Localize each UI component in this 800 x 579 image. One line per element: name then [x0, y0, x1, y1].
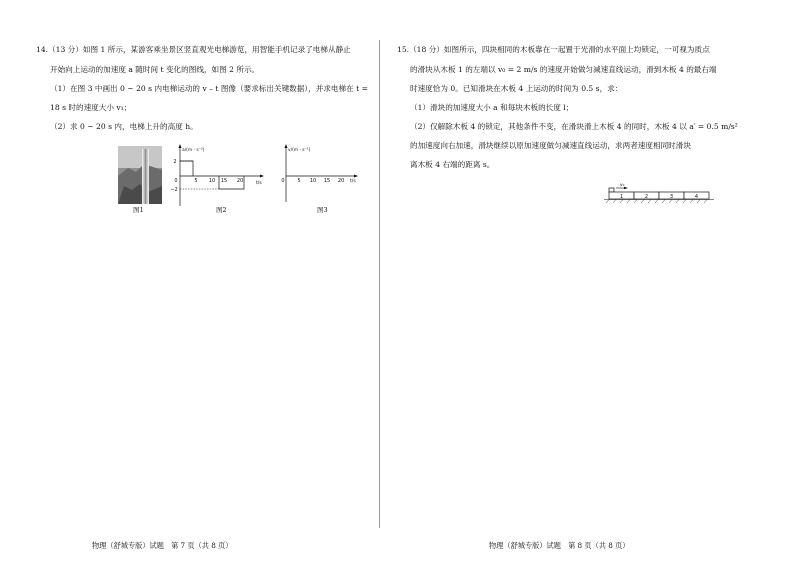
fig2-xlabel: t/s — [256, 181, 262, 186]
q15-part2-line1: （2）仅解除木板 4 的锁定，其他条件不变，在滑块滑上木板 4 的同时，木板 4 以 a′ = 0.5 m/s² — [410, 122, 738, 131]
fig2-ytick-pos: 2 — [173, 159, 177, 165]
fig2-xtick: 15 — [220, 178, 228, 184]
q14-header: 14.（13 分）如图 1 所示，某游客乘坐景区竖直观光电梯游览，用智能手机记录了电梯从静止 — [36, 45, 351, 54]
fig2-xtick: 5 — [194, 178, 198, 184]
footer-left: 物理（舒城专版）试题 第 7 页（共 8 页） — [92, 541, 233, 550]
fig2-xtick: 10 — [208, 178, 216, 184]
q15-boards-figure — [604, 182, 716, 204]
v0-label: v₀ — [620, 183, 625, 188]
fig1-caption: 图1 — [133, 206, 144, 214]
q14-part1-line2: 18 s 时的速度大小 v₁； — [50, 103, 132, 112]
fig2-xtick: 20 — [236, 178, 244, 184]
q15-line2: 的滑块从木板 1 的左端以 v₀ = 2 m/s 的速度开始做匀减速直线运动，滑到木板 4 的最右端 — [410, 65, 717, 74]
q14-part2: （2）求 0 ~ 20 s 内，电梯上升的高度 h。 — [50, 122, 198, 131]
fig2-origin: 0 — [174, 178, 178, 184]
board-label: 2 — [644, 193, 649, 200]
board-label: 1 — [619, 193, 624, 200]
q15-line3: 时速度恰为 0。已知滑块在木板 4 上运动的时间为 0.5 s，求： — [410, 84, 623, 93]
q15-part2-line3: 离木板 4 右端的距离 s。 — [410, 160, 495, 169]
q15-part1: （1）滑块的加速度大小 a 和每块木板的长度 l； — [410, 103, 574, 112]
q14-part1-line1: （1）在图 3 中画出 0 ~ 20 s 内电梯运动的 v – t 图像（要求标出关键数据），并求电梯在 t = — [50, 84, 368, 93]
fig3-xtick: 10 — [309, 178, 317, 184]
fig3-xtick: 20 — [337, 178, 345, 184]
q15-part2-line2: 的加速度向右加速，滑块继续以原加速度做匀减速直线运动，求两者速度相同时滑块 — [410, 141, 691, 150]
board-label: 4 — [694, 193, 699, 200]
slider-block — [609, 188, 614, 192]
q15-header: 15.（18 分）如图所示，四块相同的木板靠在一起置于光滑的水平面上均锁定，一可视为质点 — [397, 45, 710, 54]
left-page — [0, 0, 380, 579]
q14-line2: 开始向上运动的加速度 a 随时间 t 变化的图线，如图 2 所示。 — [50, 65, 260, 74]
fig2-caption: 图2 — [216, 206, 227, 214]
fig1-photo — [118, 146, 162, 204]
footer-right: 物理（舒城专版）试题 第 8 页（共 8 页） — [489, 541, 630, 550]
fig2-at-graph — [166, 142, 266, 208]
fig3-origin: 0 — [281, 178, 285, 184]
fig3-xlabel: t/s — [350, 179, 356, 184]
fig2-ytick-neg: −2 — [170, 187, 178, 193]
fig2-ylabel: a/(m · s⁻²) — [182, 148, 205, 153]
fig3-vt-graph — [280, 142, 360, 204]
fig3-xtick: 15 — [323, 178, 331, 184]
board-label: 3 — [669, 193, 674, 200]
fig3-xtick: 5 — [297, 178, 301, 184]
fig3-ylabel: v/(m · s⁻¹) — [288, 148, 311, 153]
fig3-caption: 图3 — [317, 206, 328, 214]
